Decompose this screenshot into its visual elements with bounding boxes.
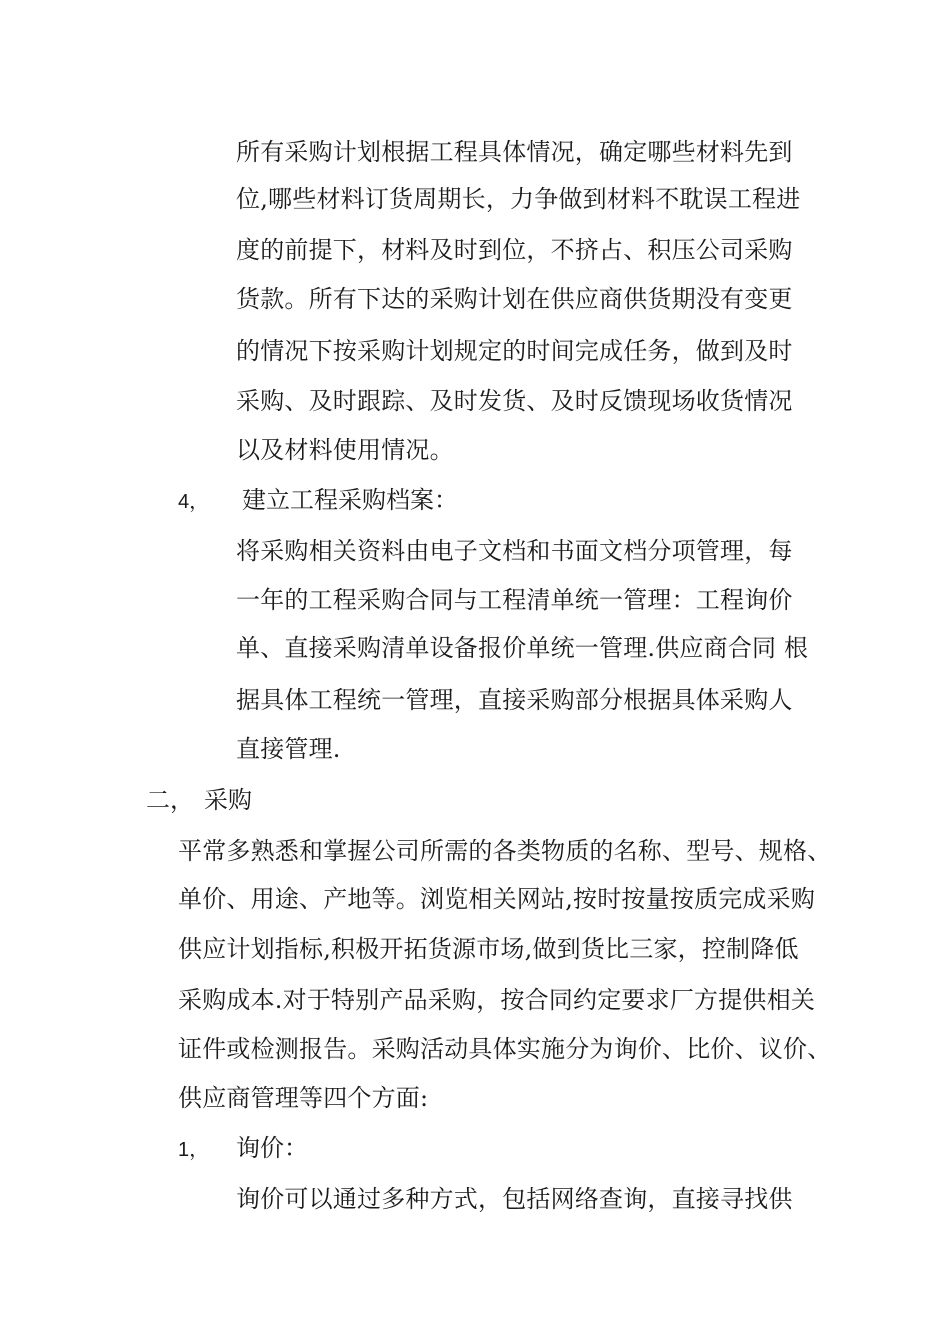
list-item-number: 4，	[178, 491, 210, 513]
paragraph-line: 以及材料使用情况。	[236, 436, 454, 464]
paragraph-line: 位,哪些材料订货周期长，力争做到材料不耽误工程进	[236, 185, 801, 213]
paragraph-line: 所有采购计划根据工程具体情况，确定哪些材料先到	[236, 138, 793, 166]
paragraph-line: 供应商管理等四个方面:	[178, 1084, 429, 1112]
section-title: 采购	[204, 786, 252, 814]
section-number: 二，	[146, 786, 194, 814]
paragraph-line: 采购成本.对于特别产品采购，按合同约定要求厂方提供相关	[178, 986, 816, 1014]
paragraph-line: 询价可以通过多种方式，包括网络查询，直接寻找供	[236, 1185, 793, 1213]
paragraph-line: 度的前提下，材料及时到位，不挤占、积压公司采购	[236, 236, 793, 264]
paragraph-line: 货款。所有下达的采购计划在供应商供货期没有变更	[236, 285, 793, 313]
paragraph-line: 平常多熟悉和掌握公司所需的各类物质的名称、型号、规格、	[178, 837, 832, 865]
paragraph-line: 直接管理.	[236, 735, 341, 763]
paragraph-line: 的情况下按采购计划规定的时间完成任务，做到及时	[236, 337, 793, 365]
paragraph-line: 采购、及时跟踪、及时发货、及时反馈现场收货情况	[236, 387, 793, 415]
paragraph-line: 据具体工程统一管理，直接采购部分根据具体采购人	[236, 686, 793, 714]
paragraph-line: 供应计划指标,积极开拓货源市场,做到货比三家，控制降低	[178, 935, 799, 963]
paragraph-line: 单价、用途、产地等。浏览相关网站,按时按量按质完成采购	[178, 885, 816, 913]
paragraph-line: 证件或检测报告。采购活动具体实施分为询价、比价、议价、	[178, 1035, 832, 1063]
list-item-title: 建立工程采购档案：	[242, 486, 458, 514]
paragraph-line: 单、直接采购清单设备报价单统一管理.供应商合同 根	[236, 634, 809, 662]
list-item-number: 1，	[178, 1139, 210, 1161]
list-item-title: 询价：	[236, 1134, 308, 1162]
paragraph-line: 将采购相关资料由电子文档和书面文档分项管理，每	[236, 537, 793, 565]
paragraph-line: 一年的工程采购合同与工程清单统一管理：工程询价	[236, 586, 793, 614]
